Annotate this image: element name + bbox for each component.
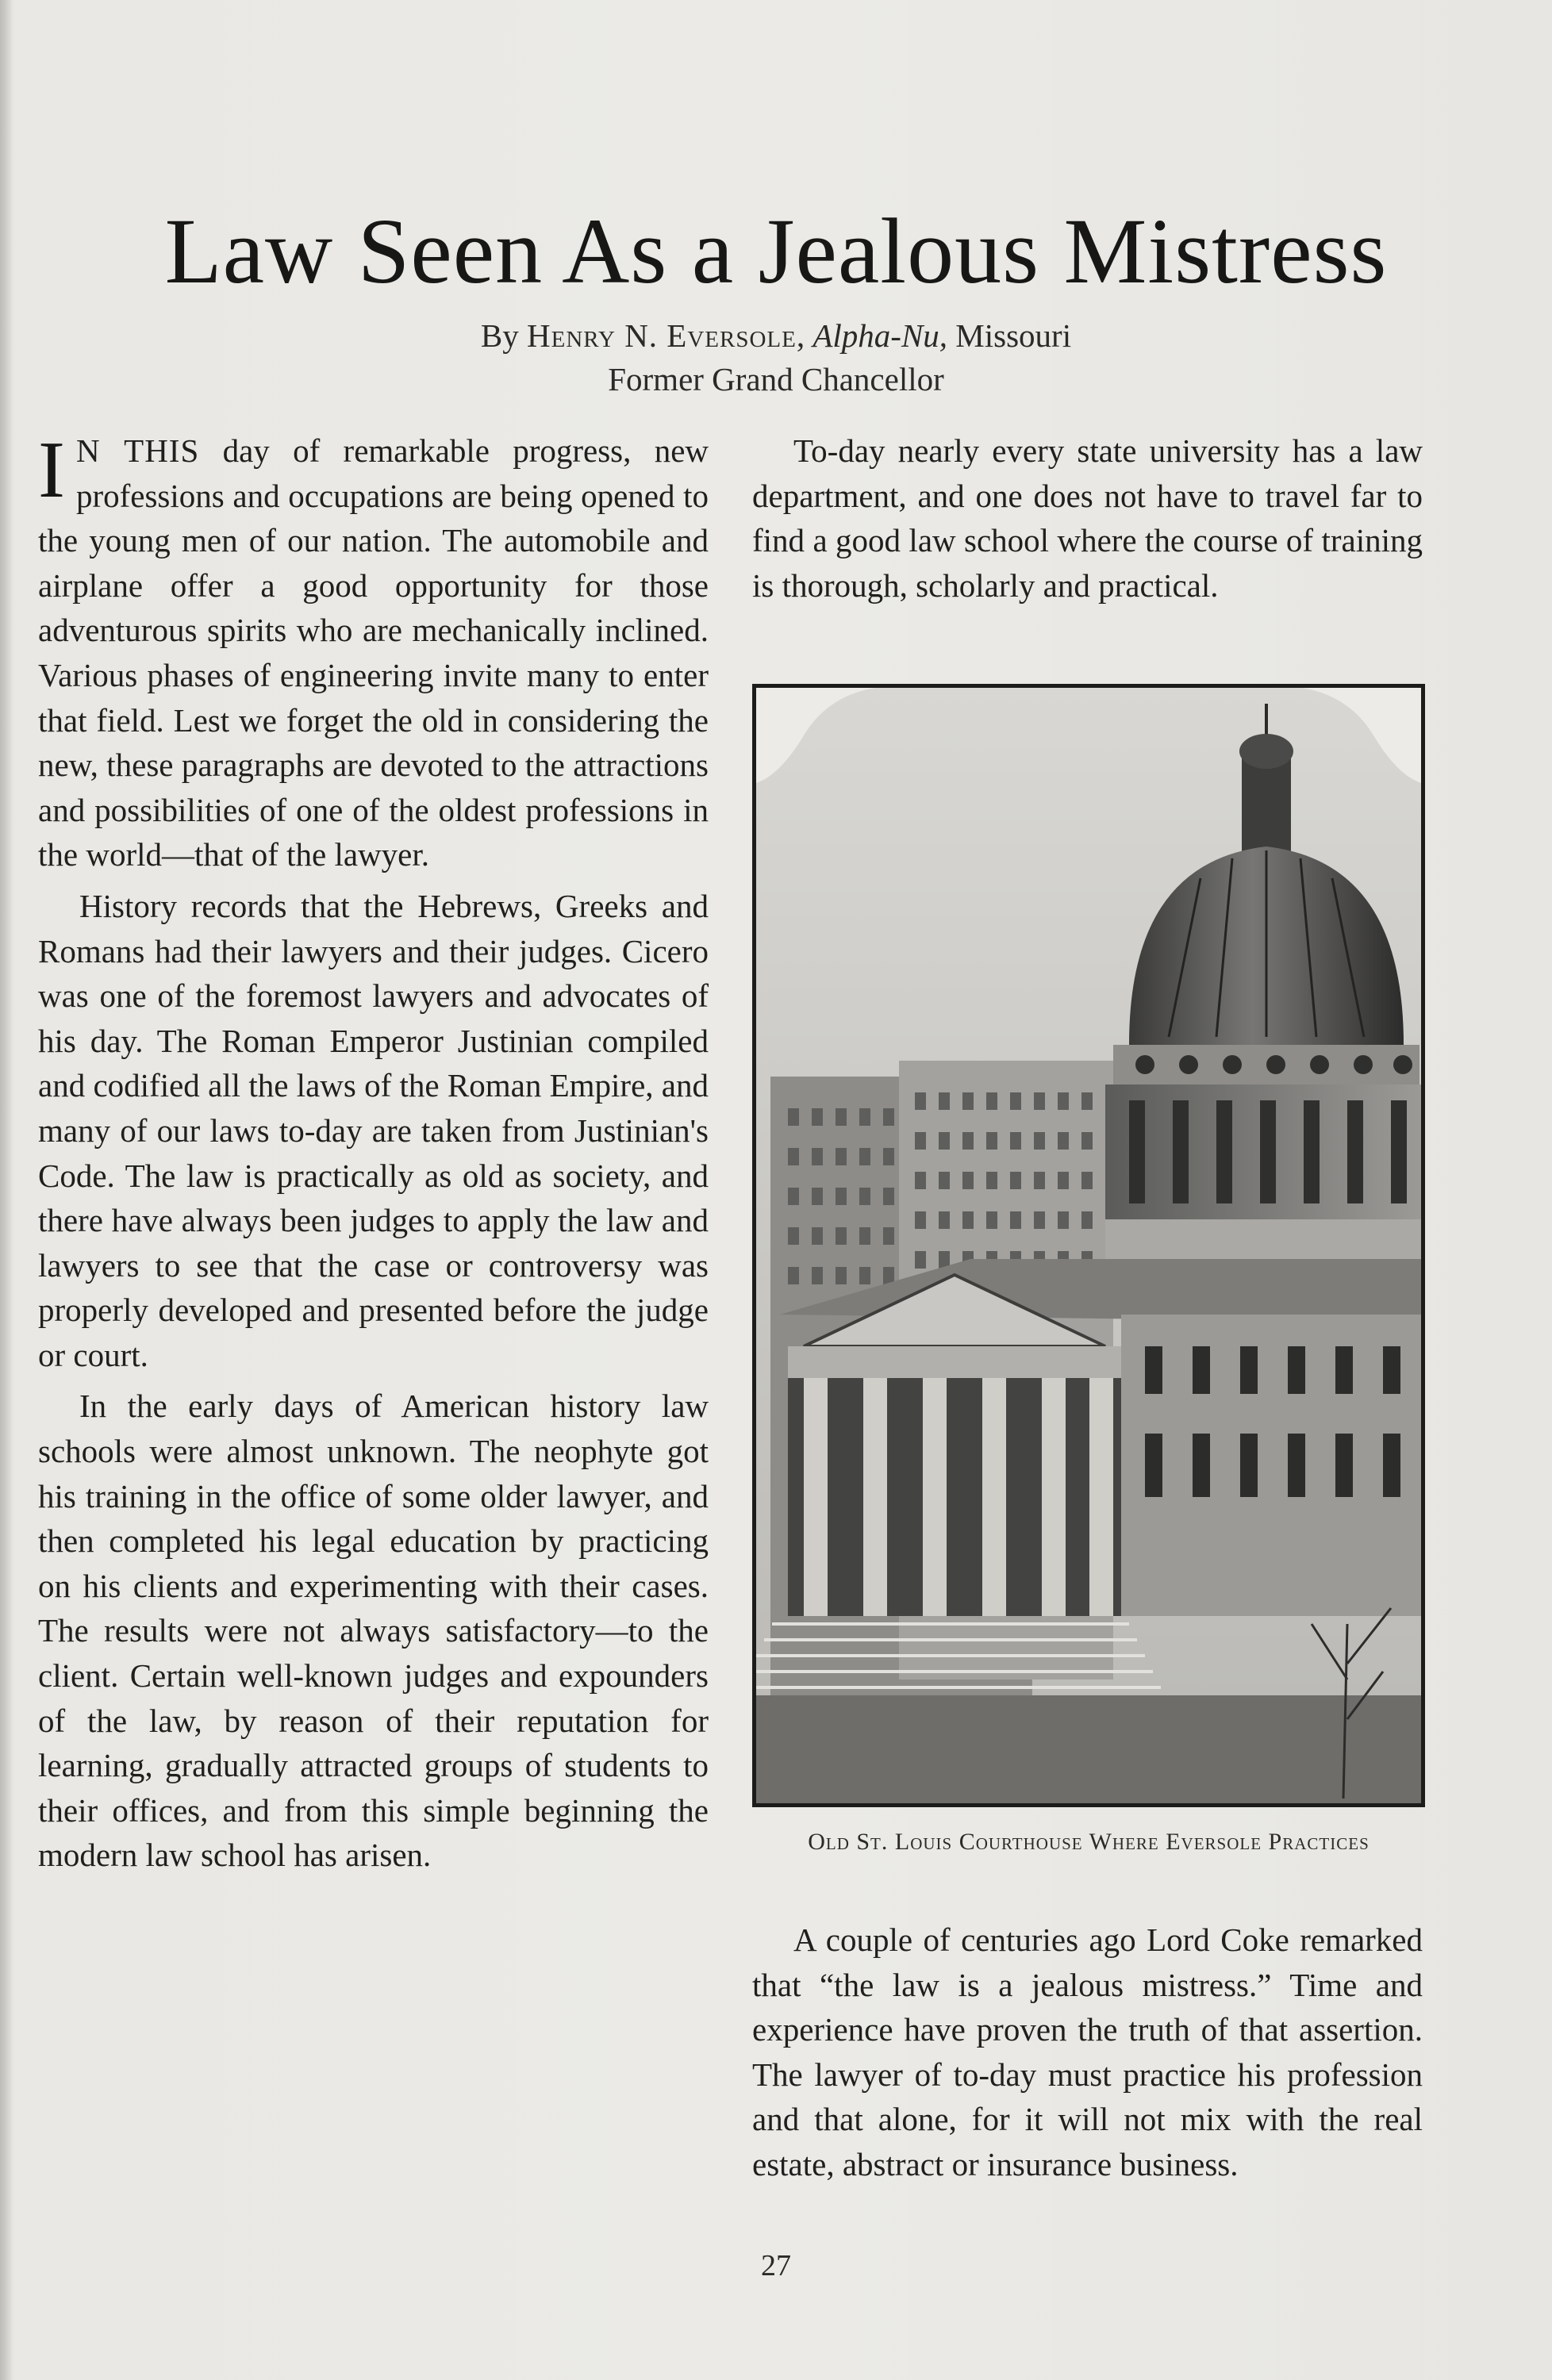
article-title: Law Seen As a Jealous Mistress — [164, 199, 1388, 303]
courthouse-wing — [1121, 1315, 1421, 1616]
right-column-bottom — [752, 1917, 1423, 2187]
portico-shadow — [788, 1378, 1121, 1616]
courthouse-illustration — [756, 688, 1421, 1803]
paragraph-history: History records that the Hebrews, Greeks and Romans had their lawyers and their judges. Cicero was one of the foremost lawyers and advocates of his day. The Roman Emperor Justinian compiled and codified all the laws of the Roman Empire, and many of our laws to-day are taken from Justinian's Code. The law is practically as old as society, and there have always been judges to apply the law and lawyers to see that the case or controversy was properly developed and presented before the judge or court. — [38, 887, 709, 1373]
author-role: Former Grand Chancellor — [608, 361, 944, 397]
intro-lead-words: N THIS — [75, 432, 200, 469]
photo-caption: Old St. Louis Courthouse Where Eversole Practices — [808, 1829, 1370, 1855]
paragraph-lord-coke: A couple of centuries ago Lord Coke remarked that “the law is a jealous mistress.” Time and experience have proven the truth of that assertion. The lawyer of to-day must practice his profession and that alone, for it will not mix with the real estate, abstract or insurance business. — [752, 1921, 1423, 2182]
right-column-top — [752, 428, 1423, 608]
courthouse-photo — [752, 684, 1425, 1807]
paragraph-state-university: To-day nearly every state university has a law department, and one does not have to travel far to find a good law school where the course of training is thorough, scholarly and practical. — [752, 432, 1423, 604]
drop-cap: I — [38, 425, 65, 515]
byline-prefix: By — [480, 317, 519, 354]
author-state: Missouri — [955, 317, 1072, 354]
paragraph-american-history: In the early days of American history law schools were almost unknown. The neophyte got his training in the office of some older lawyer, and then completed his legal education by practicing on his clients and experimenting with their cases. The results were not always satisfactory—to the client. Certain well-known judges and expounders of the law, by reason of their reputation for learning, gradually attracted groups of students to their offices, and from this simple beginning the modern law school has arisen. — [38, 1388, 709, 1874]
chapter-name: Alpha-Nu, — [812, 317, 948, 354]
paragraph-intro — [38, 425, 709, 877]
left-column — [38, 425, 709, 1878]
author-name: Henry N. Eversole — [527, 317, 797, 354]
intro-text: day of remarkable progress, new professions and occupations are being opened to the young men of our nation. The automobile and airplane offer a good opportunity for those adventurous spirits who are mechanically inclined. Various phases of engineering invite many to enter that field. Lest we forget the old in considering the new, these paragraphs are devoted to the attractions and possibilities of one of the oldest professions in the world—that of the lawyer. — [38, 432, 709, 873]
page-spine-shadow — [0, 0, 13, 2380]
street — [756, 1695, 1421, 1803]
article-byline: By Henry N. Eversole, Alpha-Nu, Missouri — [480, 317, 1072, 354]
page-number: 27 — [761, 2249, 791, 2282]
